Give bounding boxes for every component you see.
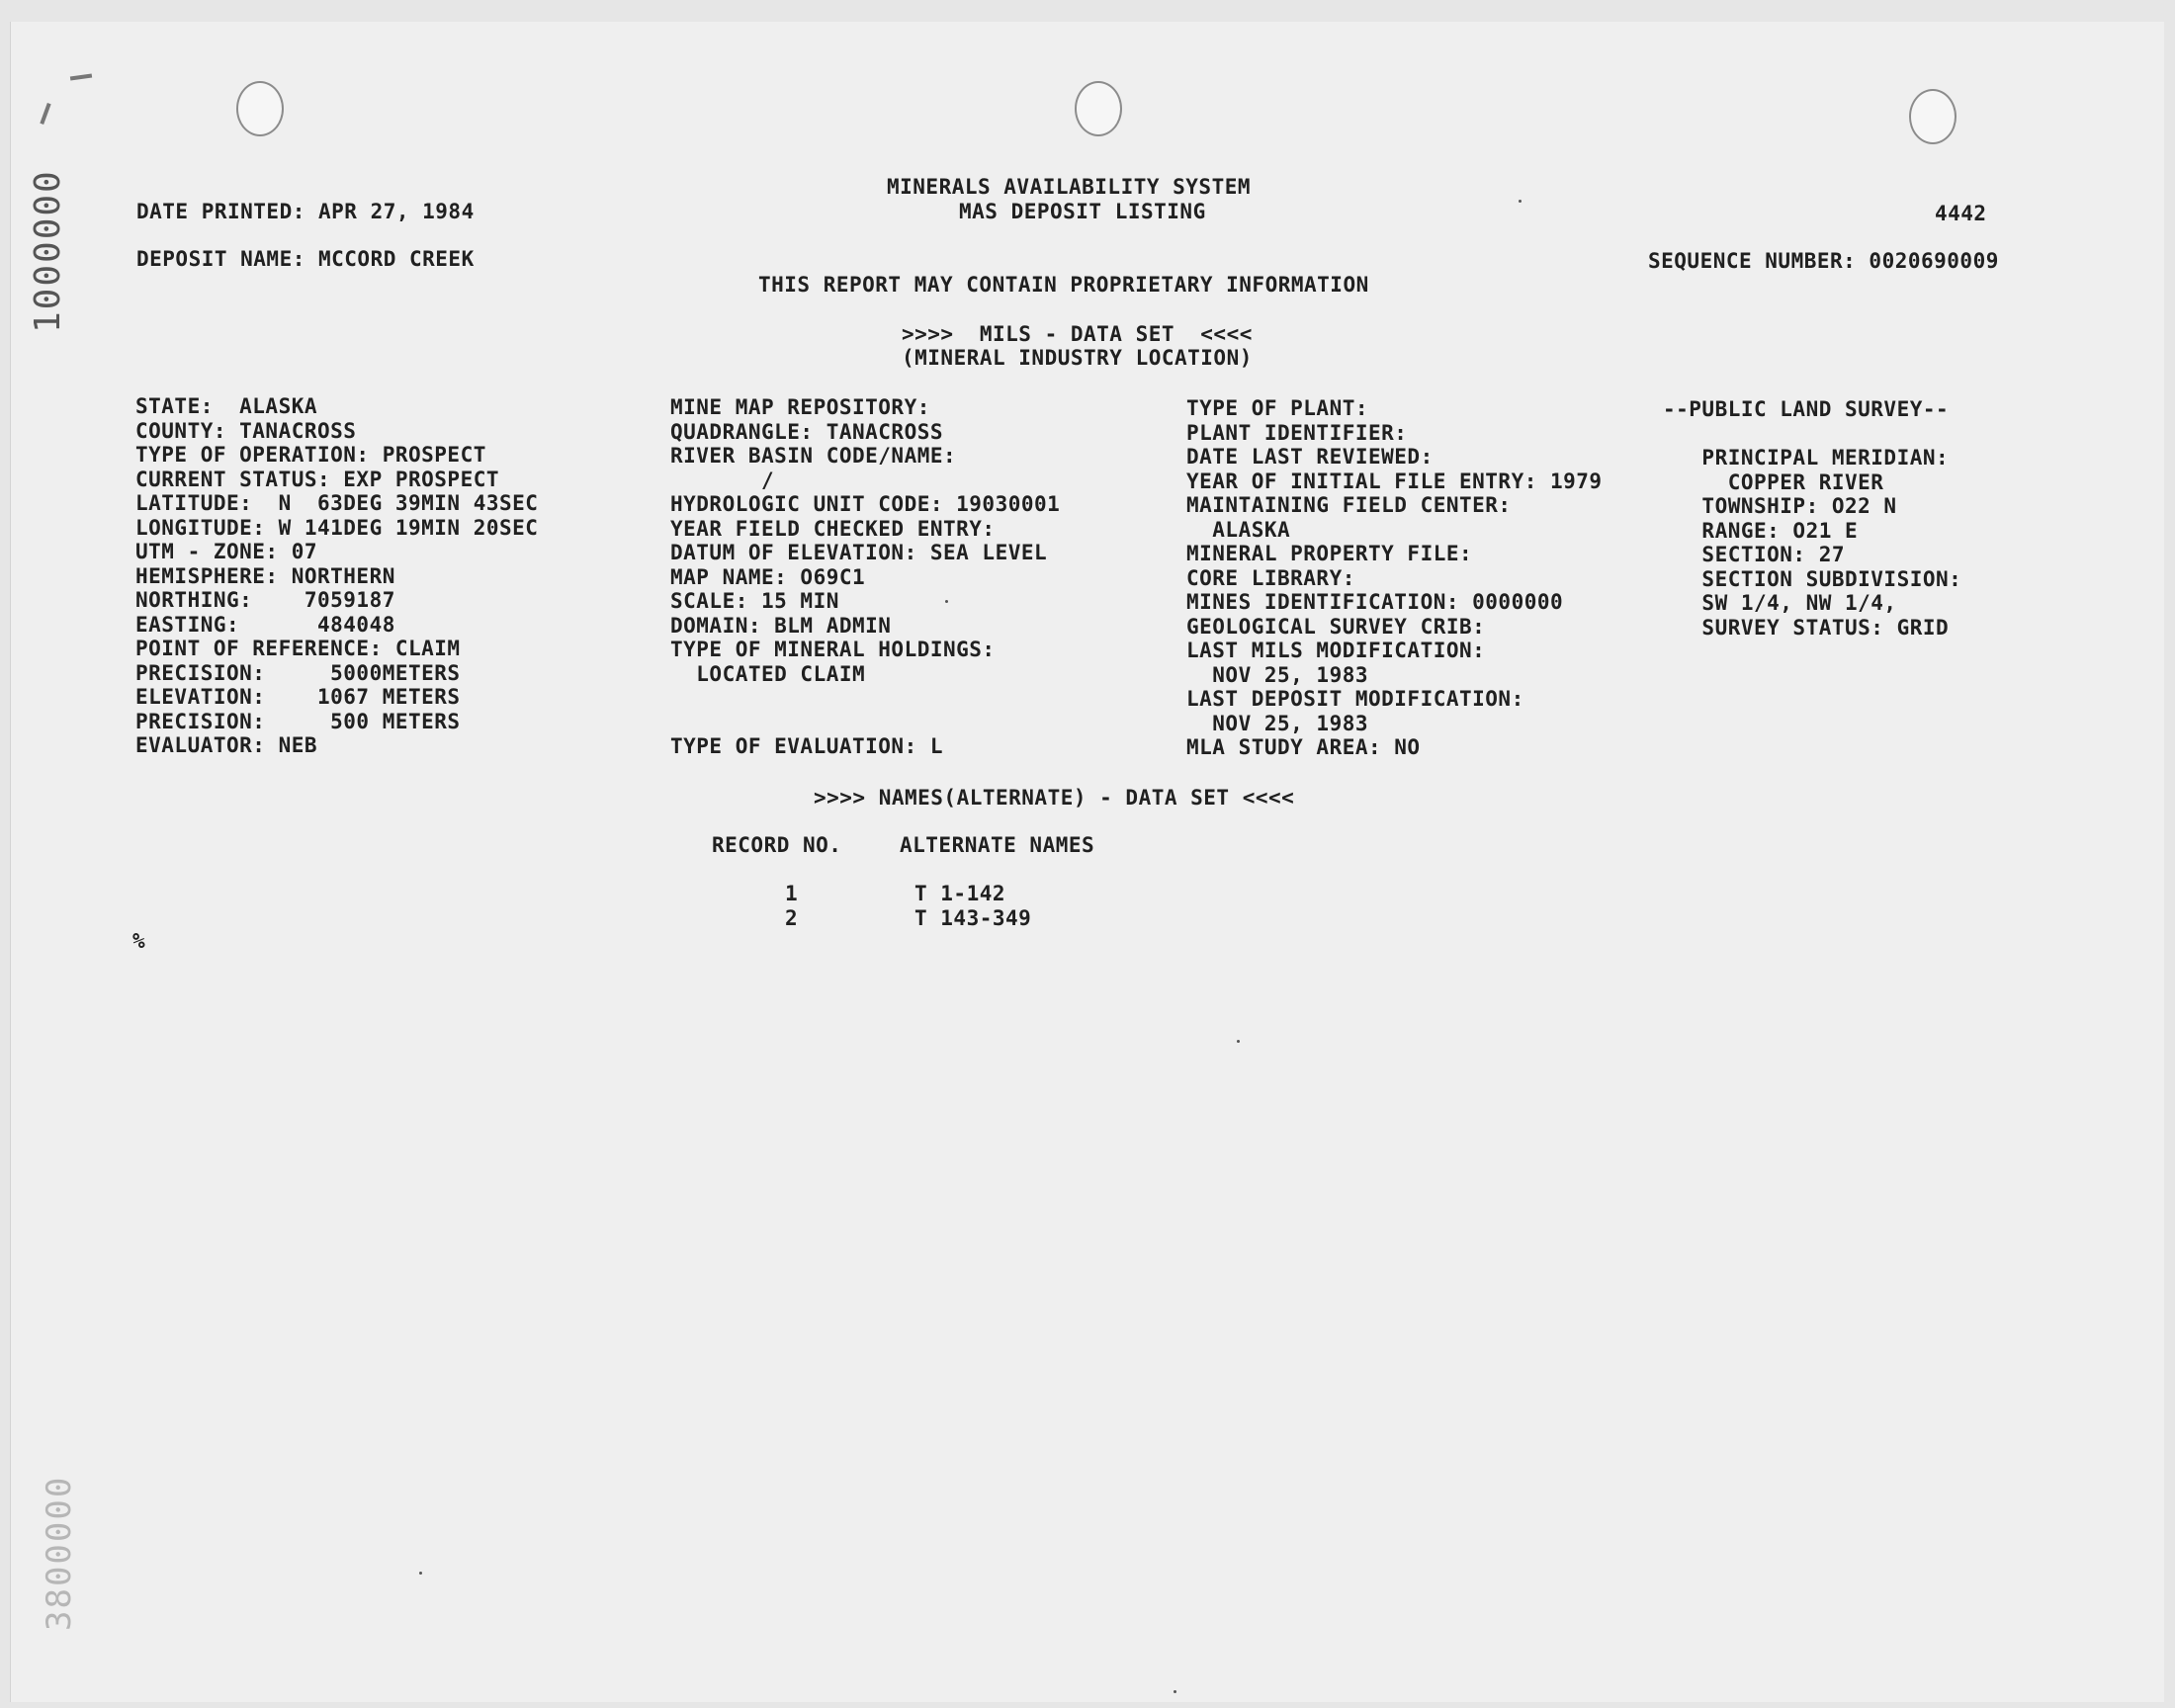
date-printed: DATE PRINTED: APR 27, 1984 <box>136 200 475 223</box>
record-number: 2 <box>785 906 799 930</box>
col1-line: POINT OF REFERENCE: CLAIM <box>135 637 461 660</box>
col4-line: SURVEY STATUS: GRID <box>1663 615 1950 640</box>
col3-line: ALASKA <box>1186 517 1291 542</box>
col3-line: TYPE OF PLANT: <box>1186 396 1369 420</box>
col3-line: MAINTAINING FIELD CENTER: <box>1186 493 1512 517</box>
col4-line: SECTION SUBDIVISION: <box>1663 566 1962 591</box>
col1-line: TYPE OF OPERATION: PROSPECT <box>135 443 486 467</box>
col2-line: RIVER BASIN CODE/NAME: <box>670 444 957 468</box>
record-no-header: RECORD NO. <box>712 833 842 857</box>
col4-line: --PUBLIC LAND SURVEY-- <box>1663 397 1950 421</box>
record-number: 1 <box>785 882 799 905</box>
col3-line: DATE LAST REVIEWED: <box>1186 445 1434 469</box>
footer-mark: % <box>132 929 146 953</box>
col2-line: QUADRANGLE: TANACROSS <box>670 419 944 444</box>
alternate-names-header: ALTERNATE NAMES <box>900 833 1095 857</box>
deposit-name: DEPOSIT NAME: MCCORD CREEK <box>136 247 475 271</box>
col3-line: NOV 25, 1983 <box>1186 662 1369 687</box>
col2-line: YEAR FIELD CHECKED ENTRY: <box>670 516 996 541</box>
col4-line: COPPER RIVER <box>1663 470 1884 494</box>
side-stamp-number: 1000000 <box>28 169 68 333</box>
page-number: 4442 <box>1935 202 1987 225</box>
sequence-number: SEQUENCE NUMBER: 0020690009 <box>1648 249 1999 273</box>
mils-section-subtitle: (MINERAL INDUSTRY LOCATION) <box>902 346 1253 370</box>
col1-line: EASTING: 484048 <box>135 612 395 637</box>
col3-line: MLA STUDY AREA: NO <box>1186 735 1421 759</box>
col3-line: LAST DEPOSIT MODIFICATION: <box>1186 687 1524 711</box>
col2-line: DOMAIN: BLM ADMIN <box>670 613 892 638</box>
col2-line: SCALE: 15 MIN <box>670 589 839 613</box>
col1-line: HEMISPHERE: NORTHERN <box>135 563 395 588</box>
col2-line: LOCATED CLAIM <box>670 661 866 686</box>
col2-line: / <box>670 468 775 492</box>
col4-line: SECTION: 27 <box>1663 543 1846 566</box>
punch-hole-center <box>1075 81 1122 136</box>
col3-line: PLANT IDENTIFIER: <box>1186 420 1408 445</box>
col1-line: LONGITUDE: W 141DEG 19MIN 20SEC <box>135 515 539 540</box>
col1-line: EVALUATOR: NEB <box>135 733 318 757</box>
col4-line: TOWNSHIP: O22 N <box>1663 494 1897 518</box>
col2-line: MAP NAME: O69C1 <box>670 564 866 589</box>
col3-line: MINERAL PROPERTY FILE: <box>1186 542 1473 565</box>
pen-mark <box>40 103 50 125</box>
alternate-name: T 1-142 <box>914 882 1006 905</box>
col1-line: COUNTY: TANACROSS <box>135 418 357 443</box>
col3-line: CORE LIBRARY: <box>1186 565 1355 590</box>
col4-line: SW 1/4, NW 1/4, <box>1663 591 1897 615</box>
stray-mark <box>1174 1690 1176 1693</box>
stray-mark <box>1519 200 1522 203</box>
col2-line: MINE MAP REPOSITORY: <box>670 395 930 419</box>
col1-line: PRECISION: 5000METERS <box>135 660 461 685</box>
names-section-title: >>>> NAMES(ALTERNATE) - DATA SET <<<< <box>814 786 1295 810</box>
col3-line: LAST MILS MODIFICATION: <box>1186 639 1486 662</box>
col3-line: YEAR OF INITIAL FILE ENTRY: 1979 <box>1186 469 1603 493</box>
col1-line: CURRENT STATUS: EXP PROSPECT <box>135 467 500 491</box>
col2-line: TYPE OF MINERAL HOLDINGS: <box>670 638 996 661</box>
stray-mark <box>419 1572 422 1575</box>
punch-hole-right <box>1909 89 1957 144</box>
alternate-name: T 143-349 <box>914 906 1032 930</box>
col1-line: PRECISION: 500 METERS <box>135 709 461 733</box>
punch-hole-left <box>236 81 284 136</box>
stray-mark <box>945 600 948 603</box>
system-title: MINERALS AVAILABILITY SYSTEM <box>887 175 1252 199</box>
listing-title: MAS DEPOSIT LISTING <box>959 200 1206 223</box>
col1-line: UTM - ZONE: 07 <box>135 540 318 563</box>
stray-mark <box>1237 1040 1240 1043</box>
col4-line: RANGE: O21 E <box>1663 518 1859 543</box>
col3-line: GEOLOGICAL SURVEY CRIB: <box>1186 614 1486 639</box>
col3-line: NOV 25, 1983 <box>1186 711 1369 735</box>
pen-mark <box>70 73 92 80</box>
col1-line: STATE: ALASKA <box>135 394 318 418</box>
side-stamp-faint: 3800000 <box>40 1475 79 1631</box>
col2-line: TYPE OF EVALUATION: L <box>670 734 944 758</box>
mils-section-title: >>>> MILS - DATA SET <<<< <box>902 322 1253 346</box>
col1-line: ELEVATION: 1067 METERS <box>135 685 461 709</box>
col4-line: PRINCIPAL MERIDIAN: <box>1663 446 1950 470</box>
col1-line: NORTHING: 7059187 <box>135 588 395 612</box>
proprietary-notice: THIS REPORT MAY CONTAIN PROPRIETARY INFORMATION <box>758 273 1369 297</box>
col2-line: HYDROLOGIC UNIT CODE: 19030001 <box>670 492 1061 516</box>
col3-line: MINES IDENTIFICATION: 0000000 <box>1186 590 1564 614</box>
col1-line: LATITUDE: N 63DEG 39MIN 43SEC <box>135 491 539 515</box>
col2-line: DATUM OF ELEVATION: SEA LEVEL <box>670 541 1048 564</box>
